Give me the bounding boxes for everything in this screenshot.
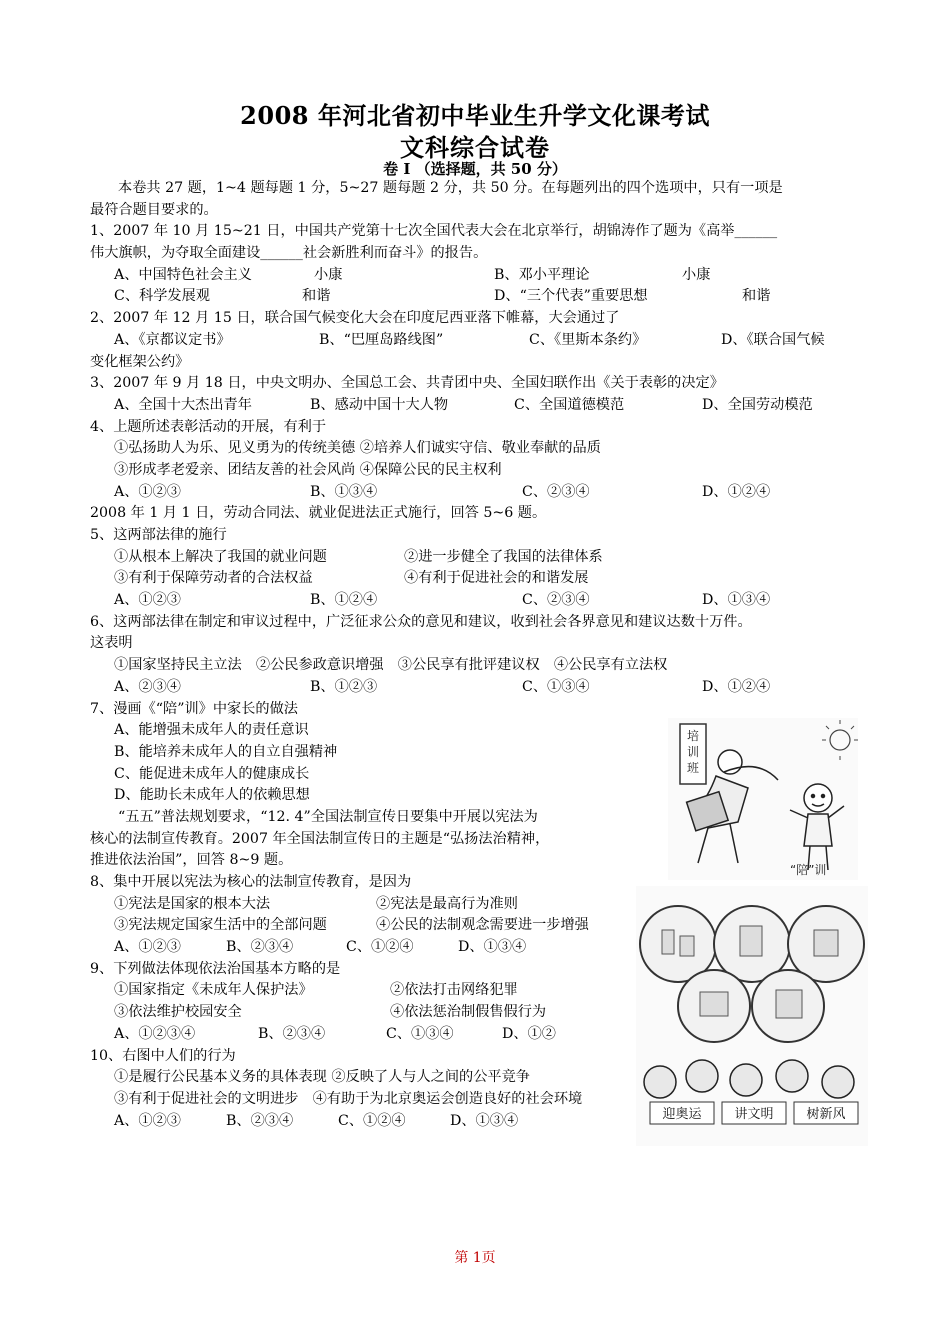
question-3-options [90, 395, 870, 417]
question-1-stem: 伟大旗帜，为夺取全面建设______社会新胜利而奋斗》的报告。 [90, 245, 488, 262]
question-1-options [90, 286, 870, 308]
option-d: D、“三个代表”重要思想 [494, 288, 648, 305]
question-2-options [90, 330, 870, 352]
question-6-stem: 这表明 [90, 635, 133, 652]
option-c: C、①②④ [338, 1112, 406, 1129]
question-4-stem: 4、上题所述表彰活动的开展，有利于 [90, 418, 327, 435]
option-a: A、能增强未成年人的责任意识 [114, 722, 309, 739]
option-d: D、《联合国气候 [721, 331, 825, 348]
option-b: B、①②④ [310, 592, 378, 609]
option-c: C、《里斯本条约》 [529, 331, 647, 348]
statement: ②宪法是最高行为准则 [376, 895, 518, 912]
question-1-stem: 1、2007 年 10 月 15~21 日，中国共产党第十七次全国代表大会在北京举行，胡锦涛作了题为《高举______ [90, 223, 778, 240]
statement: ④有利于促进社会的和谐发展 [404, 570, 589, 587]
option-d: D、①② [502, 1025, 556, 1042]
question-9-stem: 9、下列做法体现依法治国基本方略的是 [90, 960, 341, 977]
statement-line: ①是履行公民基本义务的具体表现 ②反映了人与人之间的公平竞争 [114, 1069, 530, 1086]
sign-char: 班 [686, 761, 700, 775]
question-3-stem: 3、2007 年 9 月 18 日，中央文明办、全国总工会、共青团中央、全国妇联作出《关于表彰的决定》 [90, 375, 724, 392]
statement: ①国家指定《未成年人保护法》 [114, 982, 313, 999]
question-5-options [90, 590, 870, 612]
option-b: B、①③④ [310, 483, 378, 500]
option-d: D、①③④ [702, 592, 771, 609]
option-c: C、①③④ [386, 1025, 454, 1042]
question-4-options [90, 482, 870, 504]
question-5-statements [90, 568, 870, 590]
option-b: B、感动中国十大人物 [310, 396, 449, 413]
question-10-stem: 10、右图中人们的行为 [90, 1047, 236, 1064]
option-b-blank: 小康 [682, 266, 711, 283]
passage-line: 推进依法治国”，回答 8~9 题。 [90, 852, 293, 869]
option-b: B、①②③ [310, 678, 378, 695]
option-b: B、②③④ [226, 939, 294, 956]
option-a-blank: 小康 [314, 266, 343, 283]
option-d: D、①③④ [458, 939, 527, 956]
statement: ①宪法是国家的根本大法 [114, 895, 271, 912]
option-c: C、①③④ [522, 678, 590, 695]
question-5-statements [90, 547, 870, 569]
option-a: A、①②③ [114, 939, 181, 956]
exam-title: 2008 年河北省初中毕业生升学文化课考试 [240, 101, 710, 130]
statement: ②进一步健全了我国的法律体系 [404, 548, 603, 565]
statement: ④公民的法制观念需要进一步增强 [376, 917, 589, 934]
option-a: A、全国十大杰出青年 [114, 396, 252, 413]
option-c: C、②③④ [522, 483, 590, 500]
banner-label: 讲文明 [734, 1107, 774, 1122]
statement: ②依法打击网络犯罪 [390, 982, 518, 999]
passage-line: “五五”普法规划要求，“12. 4”全国法制宣传日要集中开展以宪法为 [118, 808, 538, 825]
statement-line: ①国家坚持民主立法 ②公民参政意识增强 ③公民享有批评建议权 ④公民享有立法权 [114, 657, 668, 674]
option-b: B、②③④ [226, 1112, 294, 1129]
option-a: A、中国特色社会主义 [114, 266, 252, 283]
passage-line: 2008 年 1 月 1 日，劳动合同法、就业促进法正式施行，回答 5~6 题。 [90, 505, 547, 522]
statement-line: ③有利于促进社会的文明进步 ④有助于为北京奥运会创造良好的社会环境 [114, 1090, 583, 1107]
option-c: C、全国道德模范 [514, 396, 625, 413]
question-8-stem: 8、集中开展以宪法为核心的法制宣传教育，是因为 [90, 874, 412, 890]
option-c: C、①②④ [346, 939, 414, 956]
option-a: A、①②③ [114, 592, 181, 609]
question-2-stem: 2、2007 年 12 月 15 日，联合国气候变化大会在印度尼西亚落下帷幕，大会通过了 [90, 310, 620, 327]
instructions-line: 本卷共 27 题，1~4 题每题 1 分，5~27 题每题 2 分，共 50 分。在每题列出的四个选项中，只有一项是 [118, 180, 783, 196]
cartoon-caption: “陪”训 [790, 863, 827, 877]
option-d: D、全国劳动模范 [702, 396, 813, 413]
statement-line: ③形成孝老爱亲、团结友善的社会风尚 ④保障公民的民主权利 [114, 461, 502, 478]
cartoon-accompanied-training [668, 718, 858, 880]
option-d: D、能助长未成年人的依赖思想 [114, 787, 310, 804]
option-d: D、①②④ [702, 483, 771, 500]
option-c: C、能促进未成年人的健康成长 [114, 765, 310, 782]
banner-label: 树新风 [806, 1107, 846, 1122]
option-a: A、①②③ [114, 1112, 181, 1129]
option-b: B、能培养未成年人的自立自强精神 [114, 743, 338, 760]
sign-char: 训 [686, 745, 700, 759]
question-2-stem: 变化框架公约》 [90, 353, 190, 370]
statement: ③依法维护校园安全 [114, 1004, 242, 1021]
instructions-line: 最符合题目要求的。 [90, 201, 218, 218]
question-7-stem: 7、漫画《“陪”训》中家长的做法 [90, 700, 298, 717]
option-a: A、①②③④ [114, 1025, 196, 1042]
statement: ①从根本上解决了我国的就业问题 [114, 548, 327, 565]
question-6-stem: 6、这两部法律在制定和审议过程中，广泛征求公众的意见和建议，收到社会各界意见和建议达数十万件。 [90, 613, 752, 630]
option-d: D、①③④ [450, 1112, 519, 1129]
option-d-blank: 和谐 [742, 288, 771, 305]
statement: ③宪法规定国家生活中的全部问题 [114, 917, 327, 934]
sign-char: 培 [686, 729, 700, 743]
section-heading: 卷 I （选择题，共 50 分） [383, 160, 567, 178]
option-a: A、②③④ [114, 678, 181, 695]
page-number: 第 1页 [454, 1250, 496, 1266]
question-6-options [90, 677, 870, 699]
banner-label: 迎奥运 [662, 1107, 702, 1122]
option-d: D、①②④ [702, 678, 771, 695]
option-b: B、②③④ [258, 1025, 326, 1042]
statement: ③有利于保障劳动者的合法权益 [114, 570, 313, 587]
option-c: C、②③④ [522, 592, 590, 609]
passage-line: 核心的法制宣传教育。2007 年全国法制宣传日的主题是“弘扬法治精神， [90, 830, 550, 847]
option-b: B、“巴厘岛路线图” [319, 331, 444, 348]
statement-line: ①弘扬助人为乐、见义勇为的传统美德 ②培养人们诚实守信、敬业奉献的品质 [114, 440, 601, 457]
option-b: B、邓小平理论 [494, 266, 590, 283]
question-1-options [90, 265, 870, 287]
option-c: C、科学发展观 [114, 288, 210, 305]
statement: ④依法惩治制假售假行为 [390, 1004, 547, 1021]
option-a: A、《京都议定书》 [114, 331, 231, 348]
option-a: A、①②③ [114, 483, 181, 500]
question-5-stem: 5、这两部法律的施行 [90, 527, 227, 543]
cartoon-olympic-civility [636, 886, 868, 1146]
option-c-blank: 和谐 [302, 288, 331, 305]
exam-subtitle: 文科综合试卷 [400, 133, 550, 162]
